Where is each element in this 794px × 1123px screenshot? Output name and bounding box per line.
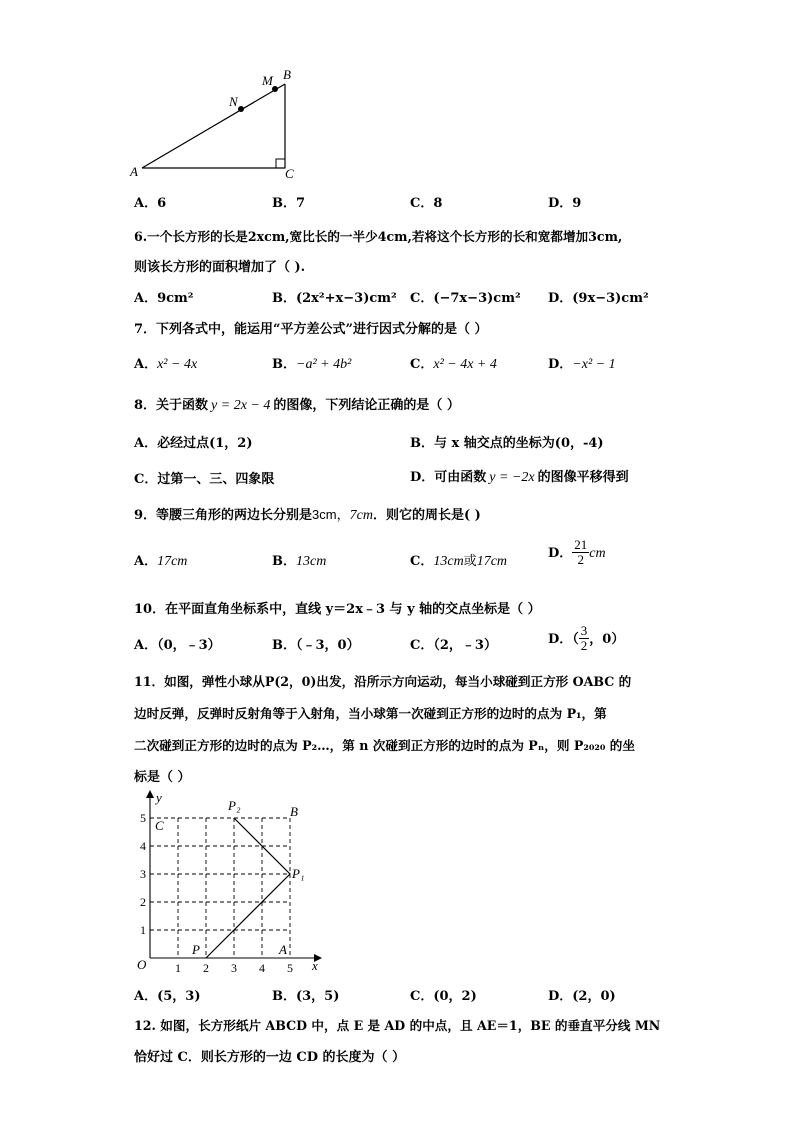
q10-option-a: A．（0，﹣3） — [134, 638, 221, 653]
label-M: M — [262, 73, 273, 88]
q12-stem-line2: 恰好过 C．则长方形的一边 CD 的长度为（ ） — [134, 1050, 406, 1065]
q11-stem-line2: 边时反弹，反弹时反射角等于入射角，当小球第一次碰到正方形的边时的点为 P₁，第 — [134, 706, 607, 721]
y-tick-4: 4 — [140, 839, 146, 853]
point-C: C — [155, 818, 164, 833]
q7-expr-a: x² − 4x — [157, 357, 198, 372]
q6-option-c: C．(−7x−3)cm² — [410, 291, 521, 306]
q6-option-b: B．(2x²+x−3)cm² — [272, 291, 397, 306]
q7-label-a: A． — [134, 357, 158, 372]
y-tick-1: 1 — [140, 923, 146, 937]
q9-option-a: A．17cm — [134, 554, 188, 569]
q5-option-c: C．8 — [410, 196, 443, 211]
q8-stem: 8．关于函数 y = 2x − 4 的图像，下列结论正确的是（ ） — [134, 398, 460, 413]
q9-option-c: C．13cm或17cm — [410, 554, 508, 569]
q6-stem-line2: 则该长方形的面积增加了（ ). — [134, 260, 306, 275]
point-P1: P₁ — [292, 866, 305, 881]
point-P2: P₂ — [228, 798, 241, 813]
q11-stem-line4: 标是（ ） — [134, 770, 191, 785]
q11-option-b: B．(3，5) — [272, 989, 340, 1004]
q11-stem-line3: 二次碰到正方形的边时的点为 P₂…，第 n 次碰到正方形的边时的点为 Pₙ，则 P₂₀₂₀ 的坐 — [134, 738, 635, 753]
y-tick-5: 5 — [140, 811, 146, 825]
q9-option-b: B．13cm — [272, 554, 327, 569]
q9-stem: 9．等腰三角形的两边长分别是3cm，7cm．则它的周长是( ) — [134, 507, 481, 523]
origin-label: O — [137, 957, 147, 972]
point-P: P — [192, 942, 200, 957]
q10-option-d: D．（ $\frac{3}{2}$ ，0） — [548, 623, 625, 653]
q8-option-c: C．过第一、三、四象限 — [134, 472, 275, 487]
q7-label-c: C． — [410, 357, 434, 372]
y-axis-label: y — [156, 790, 162, 805]
q10-option-c: C．（2，﹣3） — [410, 638, 497, 653]
q7-option-c — [410, 353, 497, 373]
x-tick-4: 4 — [259, 961, 265, 972]
q7-expr-b: −a² + 4b² — [296, 357, 352, 372]
x-tick-2: 2 — [203, 961, 209, 972]
label-B: B — [283, 67, 291, 82]
label-N: N — [229, 94, 238, 109]
q10-option-b: B．（﹣3，0） — [272, 638, 360, 653]
q6-stem-line1: 6.一个长方形的长是2xcm,宽比长的一半少4cm,若将这个长方形的长和宽都增加3cm, — [134, 229, 623, 244]
q5-option-a: A．6 — [134, 196, 167, 211]
q5-option-b: B．7 — [272, 196, 306, 211]
point-A: A — [279, 942, 287, 957]
triangle-figure — [128, 62, 308, 182]
q11-option-d: D．(2，0) — [548, 989, 616, 1004]
q7-label-b: B． — [272, 357, 296, 372]
point-B: B — [290, 804, 298, 819]
q8-option-d: D．可由函数 y = −2x 的图像平移得到 — [410, 470, 629, 485]
q8-option-a: A．必经过点(1，2) — [134, 436, 253, 451]
x-tick-5: 5 — [287, 961, 293, 972]
x-tick-3: 3 — [231, 961, 237, 972]
q7-expr-c: x² − 4x + 4 — [433, 357, 497, 372]
q7-option-d — [548, 353, 616, 373]
label-A: A — [130, 164, 138, 179]
q11-stem-line1: 11．如图，弹性小球从P(2，0)出发，沿所示方向运动，每当小球碰到正方形 OABC 的 — [134, 674, 632, 689]
q8-function: y = 2x − 4 — [211, 398, 271, 413]
q8-option-b: B．与 x 轴交点的坐标为(0，-4) — [410, 436, 604, 451]
q11-option-c: C．(0，2) — [410, 989, 477, 1004]
q7-stem: 7．下列各式中，能运用“平方差公式”进行因式分解的是（ ） — [134, 322, 488, 337]
q10-stem: 10．在平面直角坐标系中，直线 y＝2x﹣3 与 y 轴的交点坐标是（ ） — [134, 602, 541, 617]
q7-option-a — [134, 353, 197, 373]
q11-option-a: A．(5，3) — [134, 989, 201, 1004]
x-axis-label: x — [312, 958, 318, 972]
q8-optd-function: y = −2x — [489, 470, 535, 485]
q12-stem-line1: 12. 如图，长方形纸片 ABCD 中，点 E 是 AD 的中点，且 AE＝1，BE 的垂直平分线 MN — [134, 1018, 661, 1033]
grid-figure — [128, 786, 328, 972]
q6-option-d: D．(9x−3)cm² — [548, 291, 649, 306]
q5-option-d: D．9 — [548, 196, 582, 211]
q9-option-d: D． $\frac{21}{2}$ cm — [548, 537, 606, 567]
y-tick-2: 2 — [140, 895, 146, 909]
y-tick-3: 3 — [140, 867, 146, 881]
q6-option-a: A．9cm² — [134, 291, 194, 306]
q7-option-b — [272, 353, 351, 373]
q7-expr-d: −x² − 1 — [572, 357, 616, 372]
q7-label-d: D． — [548, 357, 573, 372]
label-C: C — [285, 166, 294, 181]
x-tick-1: 1 — [175, 961, 181, 972]
